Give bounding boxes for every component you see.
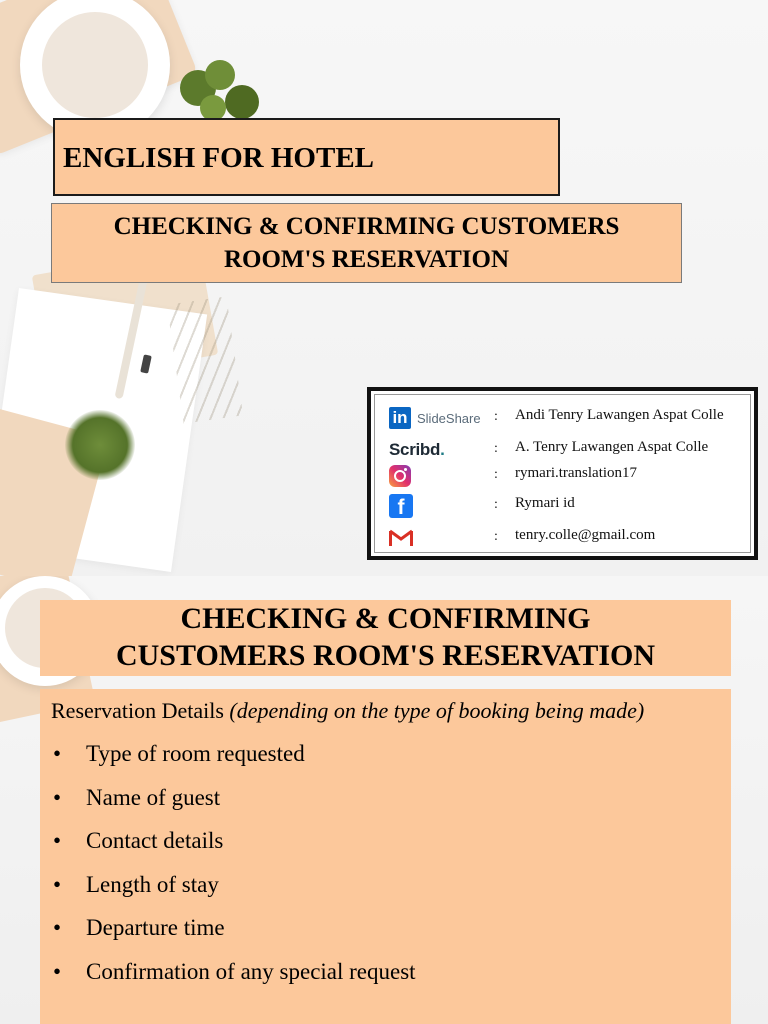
slideshare-label: SlideShare	[417, 410, 481, 426]
slide-heading	[40, 600, 731, 676]
contact-value: A. Tenry Lawangen Aspat Colle	[515, 439, 709, 455]
contact-value: tenry.colle@gmail.com	[515, 527, 656, 543]
contact-row-gmail[interactable]	[389, 523, 749, 553]
contact-row-facebook[interactable]	[389, 491, 749, 521]
reservation-detail-list	[51, 740, 721, 1002]
slide-title: ENGLISH FOR HOTEL	[63, 142, 375, 174]
list-item: • Confirmation of any special request	[51, 958, 721, 1002]
list-item: • Contact details	[51, 827, 721, 871]
separator: :	[494, 529, 498, 544]
lead-note: (depending on the type of booking being made)	[229, 698, 645, 723]
contact-row-linkedin[interactable]	[389, 403, 749, 433]
decor-succulent	[65, 410, 135, 480]
subtitle-box	[51, 203, 682, 283]
decor-plant	[225, 85, 259, 119]
decor-plant	[205, 60, 235, 90]
contact-row-instagram[interactable]	[389, 461, 749, 491]
list-item: • Type of room requested	[51, 740, 721, 784]
separator: :	[494, 441, 498, 456]
subtitle-line: ROOM'S RESERVATION	[223, 246, 510, 273]
contact-value: rymari.translation17	[515, 465, 638, 481]
lead-paragraph	[51, 695, 721, 726]
subtitle-line: CHECKING & CONFIRMING CUSTOMERS	[113, 213, 620, 240]
lead-text: Reservation Details	[51, 698, 224, 723]
list-item: • Name of guest	[51, 784, 721, 828]
heading-line: CUSTOMERS ROOM'S RESERVATION	[115, 639, 656, 672]
list-item: • Length of stay	[51, 871, 721, 915]
gmail-icon	[389, 529, 413, 547]
separator: :	[494, 409, 498, 424]
separator: :	[494, 497, 498, 512]
decor-coffee	[42, 12, 148, 118]
heading-line: CHECKING & CONFIRMING	[180, 602, 591, 635]
scribd-icon: Scribd.	[389, 440, 445, 459]
content-box	[40, 689, 731, 1024]
linkedin-icon: in	[389, 407, 411, 429]
instagram-icon	[389, 465, 411, 487]
contact-value: Rymari id	[515, 495, 575, 511]
separator: :	[494, 467, 498, 482]
contact-value: Andi Tenry Lawangen Aspat Colle	[515, 407, 724, 423]
title-box	[53, 118, 560, 196]
contact-card	[367, 387, 758, 560]
facebook-icon: f	[389, 494, 413, 518]
list-item: • Departure time	[51, 914, 721, 958]
slide-2	[0, 576, 768, 1024]
